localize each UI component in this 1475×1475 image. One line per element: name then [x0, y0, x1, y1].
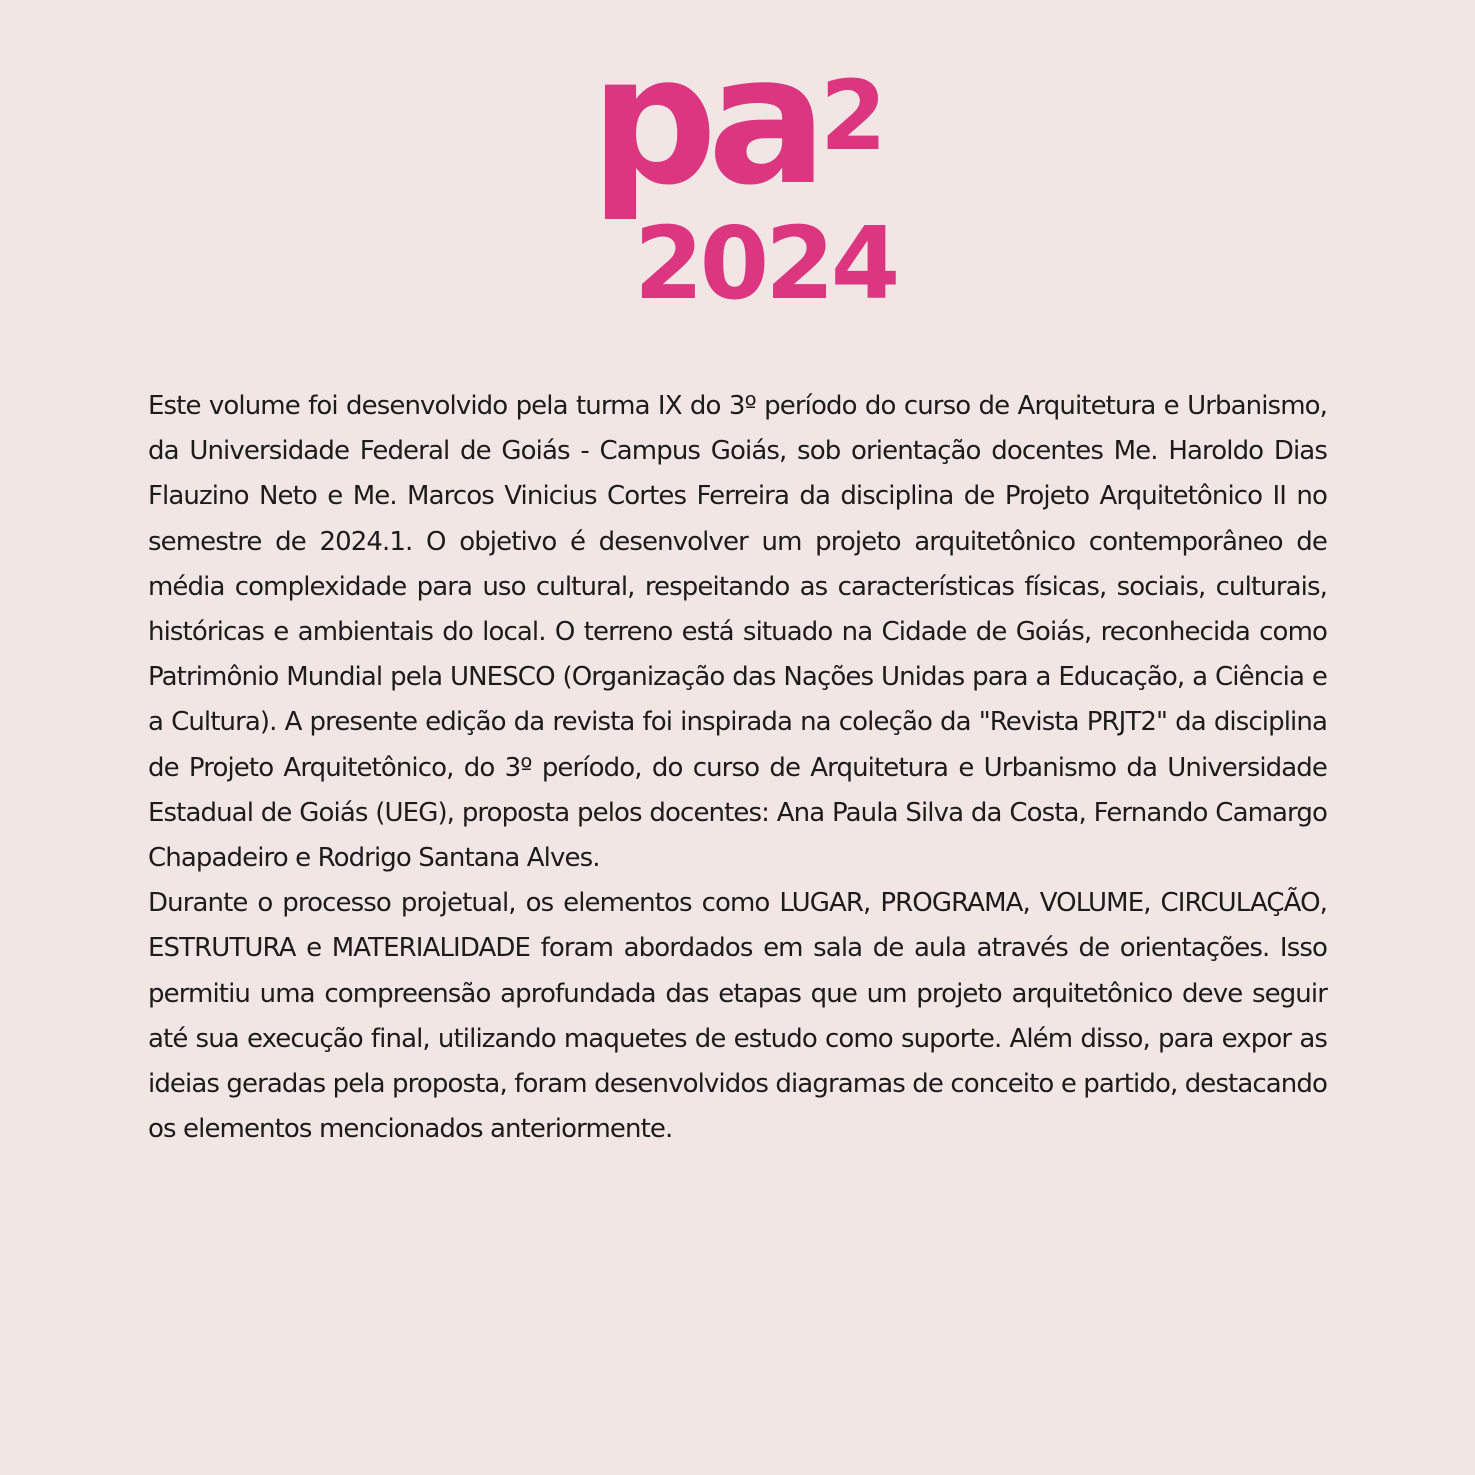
paragraph-process: Durante o processo projetual, os elementos como LUGAR, PROGRAMA, VOLUME, CIRCULAÇÃO, ESTRUTURA e MATERIALIDADE foram abordados em sala de aula através de orientações. Isso permitiu uma compreensão aprofundada das etapas que um projeto arquitetônico deve seguir até sua execução final, utilizando maquetes de estudo como suporte. Além disso, para expor as ideias geradas pela proposta, foram desenvolvidos diagramas de conceito e partido, destacando os elementos mencionados anteriormente. — [148, 888, 1327, 1145]
logo-year: 2024 — [634, 205, 897, 322]
body-text — [148, 384, 1327, 1152]
paragraph-intro: Este volume foi desenvolvido pela turma IX do 3º período do curso de Arquitetura e Urbanismo, da Universidade Federal de Goiás - Campus Goiás, sob orientação docentes Me. Haroldo Dias Flauzino Neto e Me. Marcos Vinicius Cortes Ferreira da disciplina de Projeto Arquitetônico II no semestre de 2024.1. O objetivo é desenvolver um projeto arquitetônico contemporâneo de média complexidade para uso cultural, respeitando as características físicas, sociais, culturais, históricas e ambientais do local. O terreno está situado na Cidade de Goiás, reconhecida como Patrimônio Mundial pela UNESCO (Organização das Nações Unidas para a Educação, a Ciência e a Cultura). A presente edição da revista foi inspirada na coleção da "Revista PRJT2" da disciplina de Projeto Arquitetônico, do 3º período, do curso de Arquitetura e Urbanismo da Universidade Estadual de Goiás (UEG), proposta pelos docentes: Ana Paula Silva da Costa, Fernando Camargo Chapadeiro e Rodrigo Santana Alves. — [148, 391, 1327, 874]
logo-pa-text: pa — [590, 17, 818, 224]
pa2-2024-logo — [590, 17, 900, 322]
logo-superscript: 2 — [820, 60, 887, 172]
